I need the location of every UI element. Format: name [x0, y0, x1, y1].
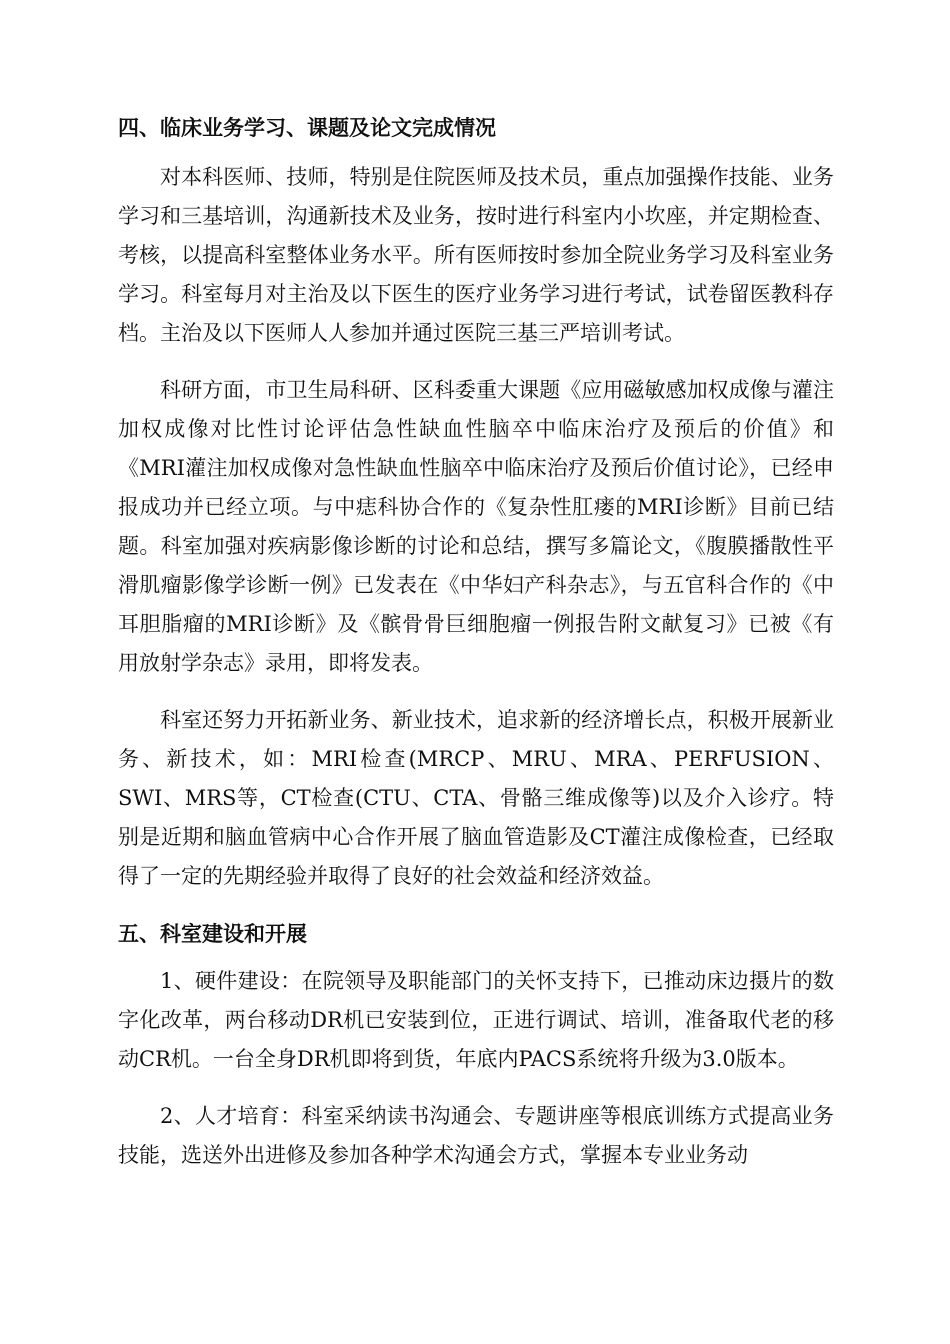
section-heading-5: 五、科室建设和开展 [118, 922, 307, 946]
paragraph-new-technology: 科室还努力开拓新业务、新业技术，追求新的经济增长点，积极开展新业务、新技术，如：MRI检查(MRCP、MRU、MRA、PERFUSION、SWI、MRS等，CT检查(CTU、CTA、骨骼三维成像等)以及介入诊疗。特别是近期和脑血管病中心合作开展了脑血管造影及CT灌注成像检查，已经取得了一定的先期经验并取得了良好的社会效益和经济效益。 [118, 708, 834, 888]
paragraph-research: 科研方面，市卫生局科研、区科委重大课题《应用磁敏感加权成像与灌注加权成像对比性讨论评估急性缺血性脑卒中临床治疗及预后的价值》和《MRI灌注加权成像对急性缺血性脑卒中临床治疗及预后价值讨论》，已经申报成功并已经立项。与中痣科协合作的《复杂性肛瘘的MRI诊断》目前已结题。科室加强对疾病影像诊断的讨论和总结，撰写多篇论文，《腹膜播散性平滑肌瘤影像学诊断一例》已发表在《中华妇产科杂志》，与五官科合作的《中耳胆脂瘤的MRI诊断》及《髌骨骨巨细胞瘤一例报告附文献复习》已被《有用放射学杂志》录用，即将发表。 [118, 378, 834, 675]
paragraph-talent-training: 2、人才培育：科室采纳读书沟通会、专题讲座等根底训练方式提高业务技能，选送外出进修及参加各种学术沟通会方式，掌握本专业业务动 [118, 1104, 834, 1167]
paragraph-business-study: 对本科医师、技师，特别是住院医师及技术员，重点加强操作技能、业务学习和三基培训，沟通新技术及业务，按时进行科室内小坎座，并定期检查、考核，以提高科室整体业务水平。所有医师按时参加全院业务学习及科室业务学习。科室每月对主治及以下医生的医疗业务学习进行考试，试卷留医教科存档。主治及以下医师人人参加并通过医院三基三严培训考试。 [118, 165, 834, 345]
section-heading-4: 四、临床业务学习、课题及论文完成情况 [118, 116, 496, 140]
document-page [118, 110, 834, 1175]
paragraph-hardware: 1、硬件建设：在院领导及职能部门的关怀支持下，已推动床边摄片的数字化改革，两台移动DR机已安装到位，正进行调试、培训，准备取代老的移动CR机。一台全身DR机即将到货，年底内PACS系统将升级为3.0版本。 [118, 969, 834, 1071]
